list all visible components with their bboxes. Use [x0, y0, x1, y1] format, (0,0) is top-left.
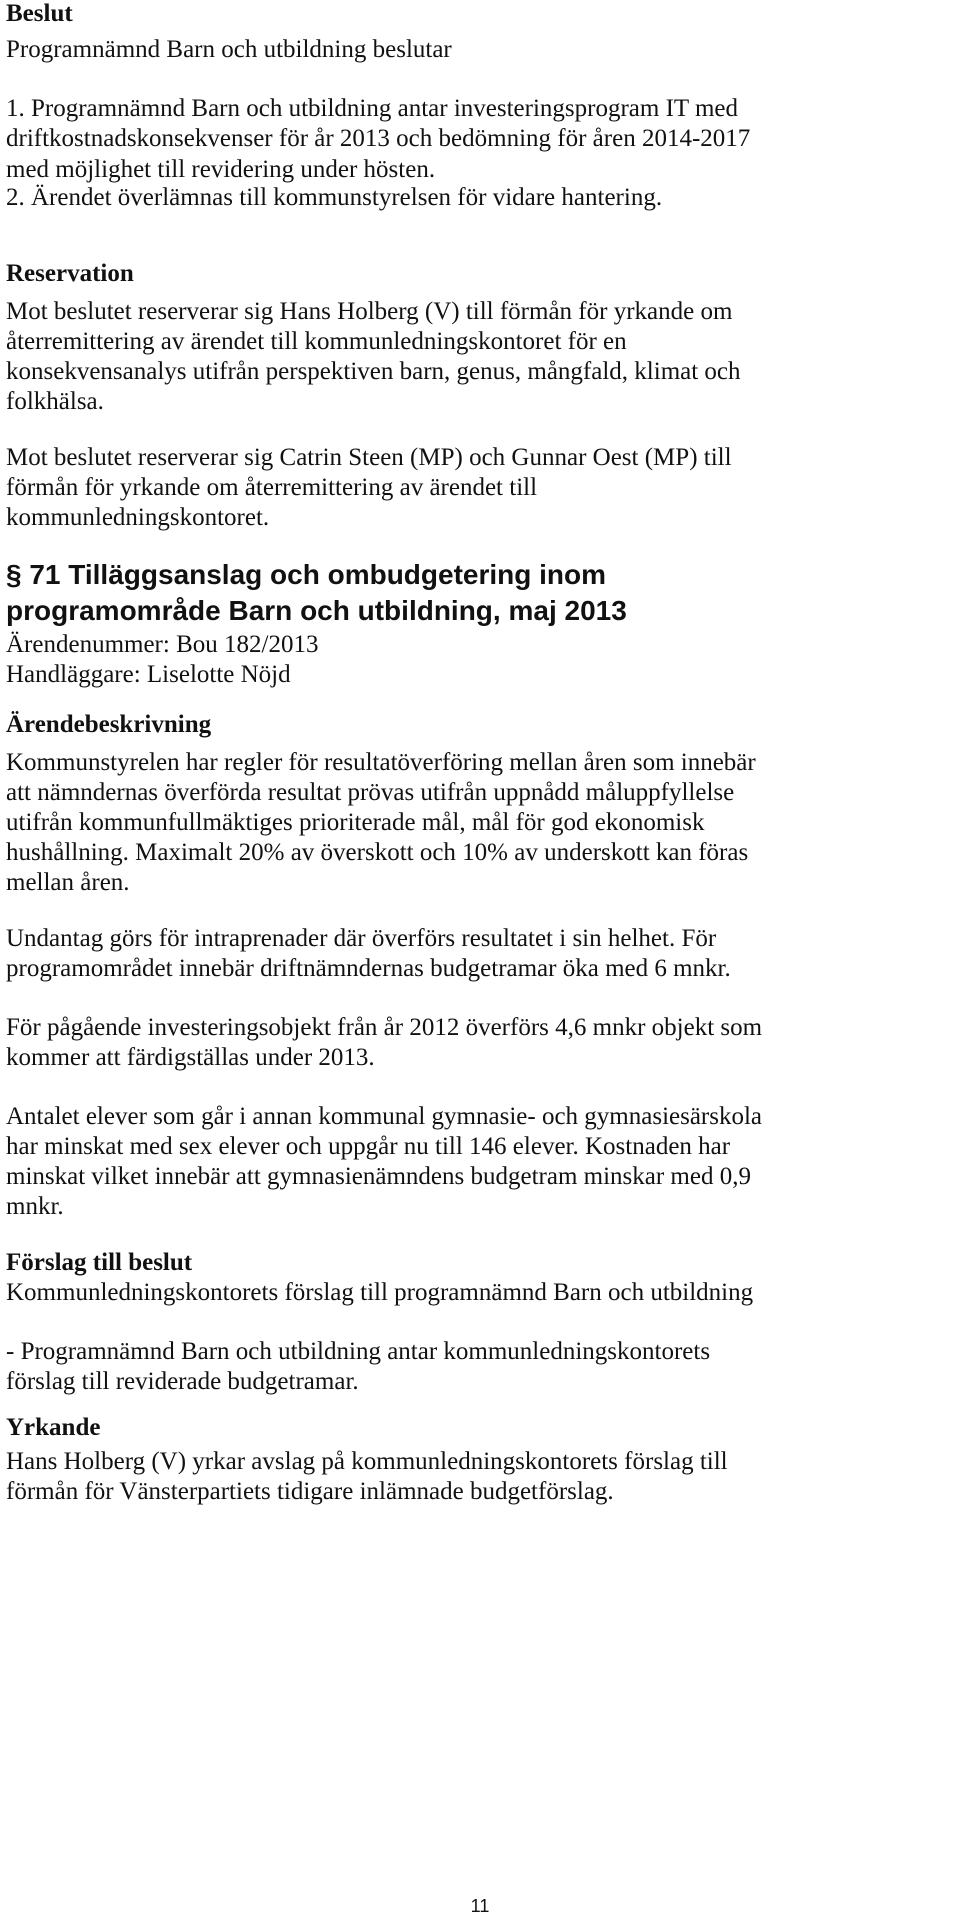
text-line: kommer att färdigställas under 2013. [6, 1044, 375, 1071]
text-line: förmån för Vänsterpartiets tidigare inlämnade budgetförslag. [6, 1478, 614, 1505]
text-line: återremittering av ärendet till kommunledningskontoret för en [6, 328, 627, 355]
text-line: utifrån kommunfullmäktiges prioriterade mål, mål för god ekonomisk [6, 809, 705, 836]
text-line: folkhälsa. [6, 388, 104, 415]
arendebeskrivning-paragraph-1 [6, 745, 956, 901]
reservation-paragraph-2 [6, 440, 956, 536]
text-line: att nämndernas överförda resultat prövas utifrån uppnådd måluppfyllelse [6, 779, 735, 806]
section-title-line: § 71 Tilläggsanslag och ombudgetering inom [6, 559, 607, 590]
text-line: förslag till reviderade budgetramar. [6, 1368, 359, 1395]
case-handler: Handläggare: Liselotte Nöjd [6, 661, 291, 688]
reservation-paragraph-1 [6, 294, 956, 420]
text-line: konsekvensanalys utifrån perspektiven barn, genus, mångfald, klimat och [6, 358, 741, 385]
text-line: För pågående investeringsobjekt från år 2012 överförs 4,6 mnkr objekt som [6, 1014, 763, 1041]
forslag-heading: Förslag till beslut [6, 1249, 193, 1276]
text-line: har minskat med sex elever och uppgår nu till 146 elever. Kostnaden har [6, 1133, 731, 1160]
forslag-item [6, 1334, 956, 1400]
beslut-intro: Programnämnd Barn och utbildning beslutar [6, 36, 452, 63]
text-line: Mot beslutet reserverar sig Hans Holberg (V) till förmån för yrkande om [6, 298, 733, 325]
forslag-intro: Kommunledningskontorets förslag till programnämnd Barn och utbildning [6, 1279, 754, 1306]
case-number: Ärendenummer: Bou 182/2013 [6, 631, 319, 658]
arendebeskrivning-paragraph-4 [6, 1099, 956, 1225]
section-71-title [6, 557, 956, 629]
yrkande-heading: Yrkande [6, 1414, 101, 1441]
text-line: driftkostnadskonsekvenser för år 2013 och bedömning för åren 2014-2017 [6, 125, 751, 152]
arendebeskrivning-paragraph-2 [6, 921, 956, 987]
text-line: mellan åren. [6, 869, 130, 896]
text-line: - Programnämnd Barn och utbildning antar kommunledningskontorets [6, 1338, 711, 1365]
text-line: Antalet elever som går i annan kommunal gymnasie- och gymnasiesärskola [6, 1103, 763, 1130]
text-line: hushållning. Maximalt 20% av överskott och 10% av underskott kan föras [6, 839, 749, 866]
beslut-item-1 [6, 91, 956, 188]
text-line: 1. Programnämnd Barn och utbildning antar investeringsprogram IT med [6, 95, 739, 122]
text-line: kommunledningskontoret. [6, 504, 270, 531]
text-line: Mot beslutet reserverar sig Catrin Steen (MP) och Gunnar Oest (MP) till [6, 444, 732, 471]
arendebeskrivning-heading: Ärendebeskrivning [6, 711, 212, 738]
page-number: 11 [470, 1896, 490, 1916]
beslut-item-2: 2. Ärendet överlämnas till kommunstyrelsen för vidare hantering. [6, 184, 663, 211]
text-line: Kommunstyrelen har regler för resultatöverföring mellan åren som innebär [6, 749, 756, 776]
reservation-heading: Reservation [6, 260, 134, 287]
yrkande-paragraph [6, 1444, 956, 1510]
text-line: mnkr. [6, 1193, 64, 1220]
text-line: minskat vilket innebär att gymnasienämndens budgetram minskar med 0,9 [6, 1163, 751, 1190]
beslut-heading: Beslut [6, 0, 73, 27]
section-title-line: programområde Barn och utbildning, maj 2013 [6, 595, 627, 626]
text-line: Undantag görs för intraprenader där överförs resultatet i sin helhet. För [6, 925, 717, 952]
text-line: med möjlighet till revidering under hösten. [6, 156, 436, 183]
arendebeskrivning-paragraph-3 [6, 1010, 956, 1076]
text-line: programområdet innebär driftnämndernas budgetramar öka med 6 mnkr. [6, 955, 731, 982]
text-line: Hans Holberg (V) yrkar avslag på kommunledningskontorets förslag till [6, 1448, 728, 1475]
text-line: förmån för yrkande om återremittering av ärendet till [6, 474, 538, 501]
